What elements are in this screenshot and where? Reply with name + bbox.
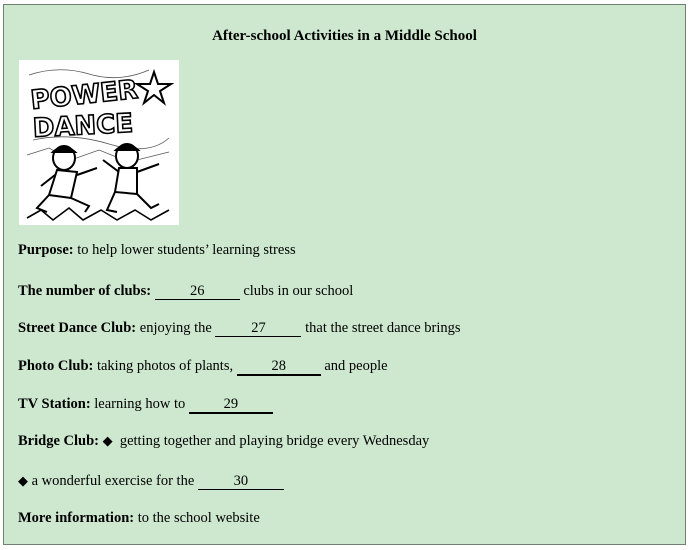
row-text: getting together and playing bridge every Wednesday	[116, 433, 430, 449]
poster-line2: DANCE	[32, 108, 134, 144]
row-text: enjoying the	[136, 320, 216, 336]
purpose-row	[18, 241, 296, 259]
row-text: a wonderful exercise for the	[28, 473, 198, 489]
row-text: taking photos of plants,	[93, 358, 237, 374]
exercise-row	[18, 472, 284, 490]
activities-card	[3, 4, 686, 545]
row-label: Bridge Club:	[18, 433, 99, 449]
diamond-bullet: ◆	[102, 433, 113, 448]
row-label: Purpose:	[18, 242, 74, 258]
photo-club-row	[18, 357, 388, 376]
row-label: The number of clubs:	[18, 283, 152, 299]
row-text: learning how to	[90, 396, 189, 412]
poster-line1: POWER	[29, 74, 140, 116]
row-text: to help lower students’ learning stress	[73, 242, 296, 258]
dancers-illustration	[19, 60, 179, 225]
power-dance-poster	[19, 60, 179, 225]
row-label: TV Station:	[18, 396, 91, 412]
card-title: After-school Activities in a Middle School	[212, 28, 477, 44]
street-dance-row	[18, 319, 461, 337]
row-text: to the school website	[134, 510, 260, 526]
blank-30[interactable]: 30	[198, 474, 284, 490]
blank-28[interactable]: 28	[237, 359, 321, 376]
row-text: that the street dance brings	[301, 320, 461, 336]
more-information-row	[18, 509, 260, 527]
row-label: Photo Club:	[18, 358, 94, 374]
blank-29[interactable]: 29	[189, 397, 273, 414]
bridge-club-row	[18, 432, 429, 450]
number-of-clubs-row	[18, 282, 353, 300]
row-text: clubs in our school	[239, 283, 354, 299]
blank-27[interactable]: 27	[215, 321, 301, 337]
row-text: and people	[320, 358, 388, 374]
row-label: More information:	[18, 510, 135, 526]
row-label: Street Dance Club:	[18, 320, 137, 336]
diamond-bullet: ◆	[18, 473, 28, 488]
blank-26[interactable]: 26	[155, 284, 240, 300]
tv-station-row	[18, 395, 273, 414]
